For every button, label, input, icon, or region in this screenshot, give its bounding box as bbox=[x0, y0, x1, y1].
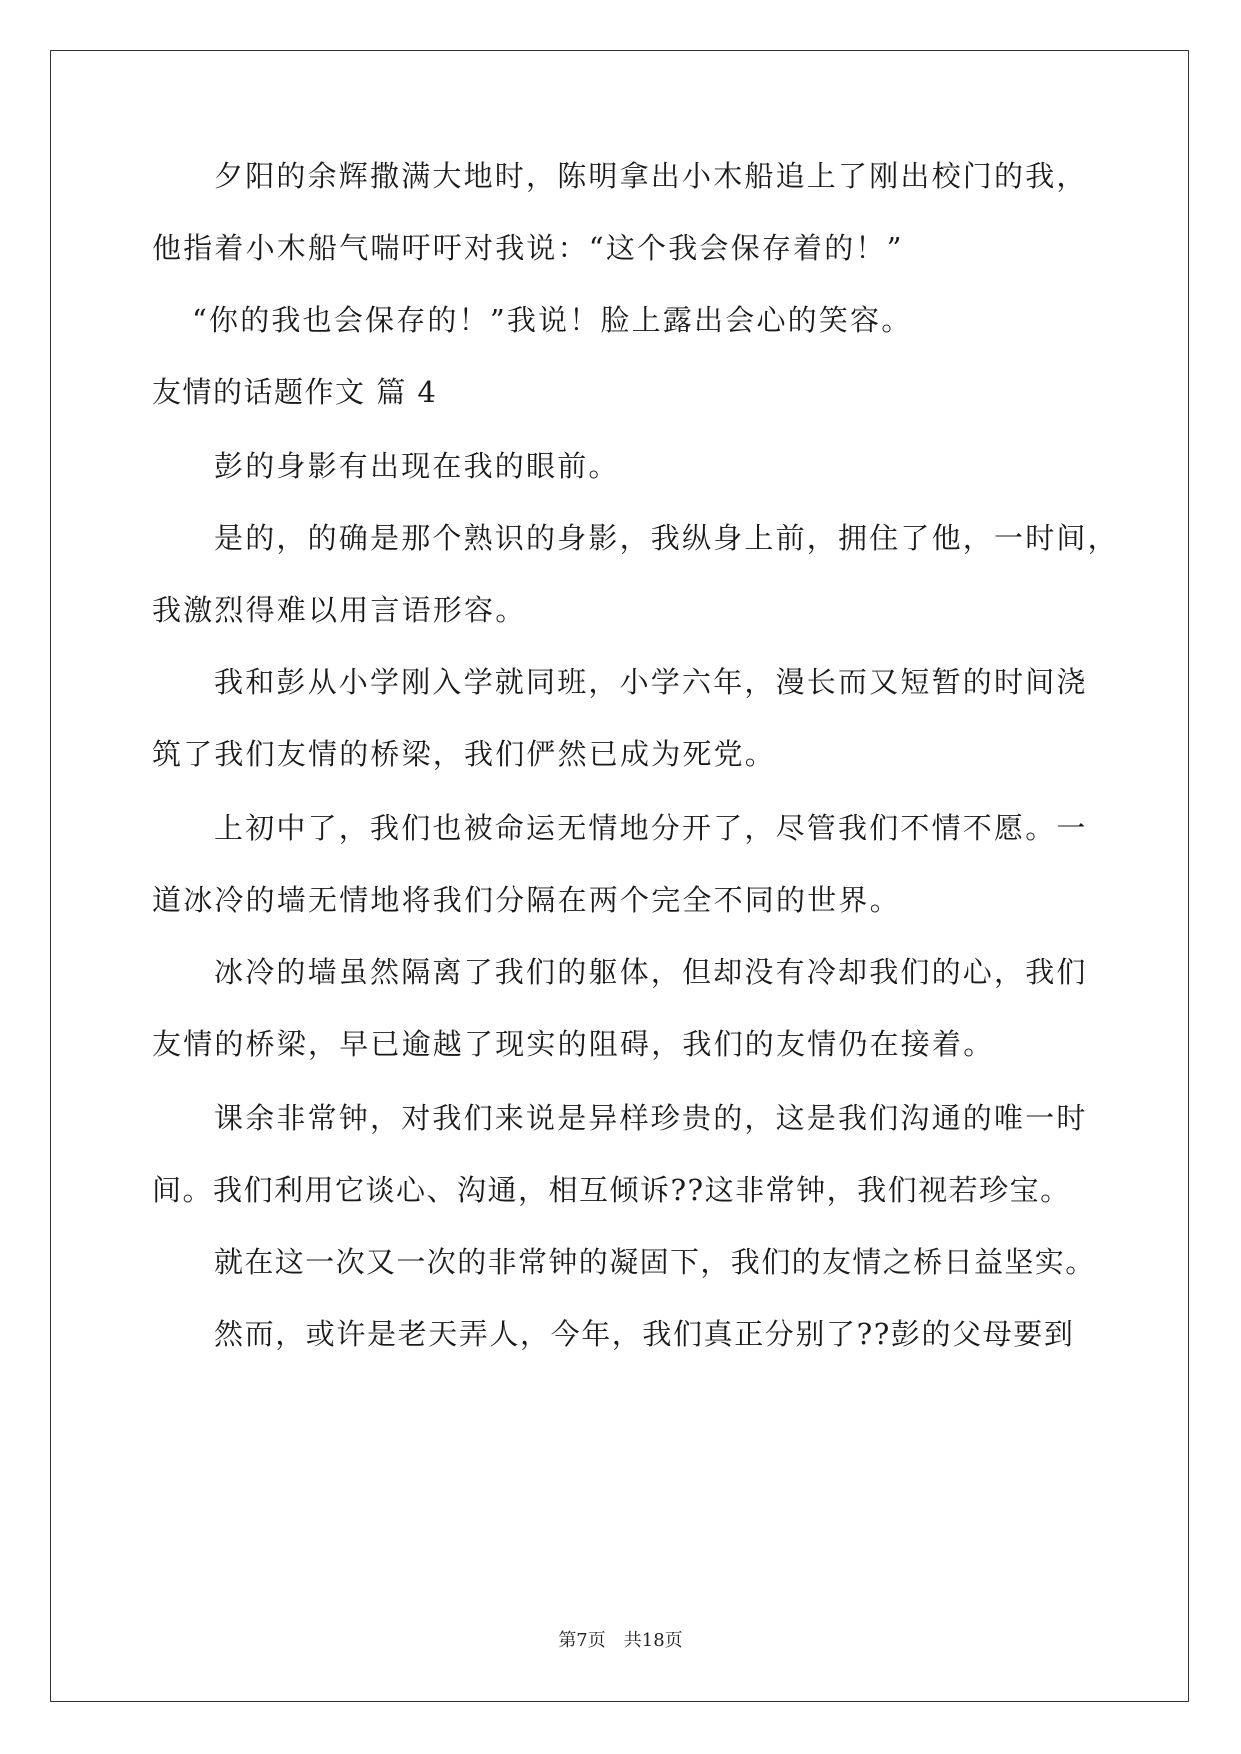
text-line: 他指着小木船气喘吁吁对我说：“这个我会保存着的！” bbox=[152, 231, 904, 265]
text-line: 冰冷的墙虽然隔离了我们的躯体，但却没有冷却我们的心，我们 bbox=[214, 955, 1088, 989]
text-line: 我和彭从小学刚入学就同班，小学六年，漫长而又短暂的时间浇 bbox=[214, 665, 1088, 699]
page-number: 第7页 bbox=[558, 1630, 606, 1651]
text-line: 我激烈得难以用言语形容。 bbox=[152, 593, 527, 627]
text-line: “你的我也会保存的！”我说！脸上露出会心的笑容。 bbox=[192, 303, 913, 337]
text-line: 然而，或许是老天弄人，今年，我们真正分别了??彭的父母要到 bbox=[214, 1317, 1075, 1351]
text-line: 友情的桥梁，早已逾越了现实的阻碍，我们的友情仍在接着。 bbox=[152, 1027, 995, 1061]
page-total: 共18页 bbox=[623, 1630, 683, 1651]
text-line: 课余非常钟，对我们来说是异样珍贵的，这是我们沟通的唯一时 bbox=[214, 1101, 1088, 1135]
section-heading: 友情的话题作文 篇 4 bbox=[152, 375, 438, 409]
text-line: 间。我们利用它谈心、沟通，相互倾诉??这非常钟，我们视若珍宝。 bbox=[152, 1173, 1071, 1207]
text-line: 是的，的确是那个熟识的身影，我纵身上前，拥住了他，一时间， bbox=[214, 521, 1119, 555]
page-footer bbox=[0, 1626, 1241, 1652]
text-line: 上初中了，我们也被命运无情地分开了，尽管我们不情不愿。一 bbox=[214, 811, 1088, 845]
text-line: 筑了我们友情的桥梁，我们俨然已成为死党。 bbox=[152, 737, 777, 771]
page-border bbox=[50, 50, 1189, 1702]
text-line: 就在这一次又一次的非常钟的凝固下，我们的友情之桥日益坚实。 bbox=[214, 1245, 1096, 1279]
text-line: 夕阳的余辉撒满大地时，陈明拿出小木船追上了刚出校门的我， bbox=[214, 159, 1088, 193]
text-line: 彭的身影有出现在我的眼前。 bbox=[214, 449, 620, 483]
text-line: 道冰冷的墙无情地将我们分隔在两个完全不同的世界。 bbox=[152, 883, 901, 917]
